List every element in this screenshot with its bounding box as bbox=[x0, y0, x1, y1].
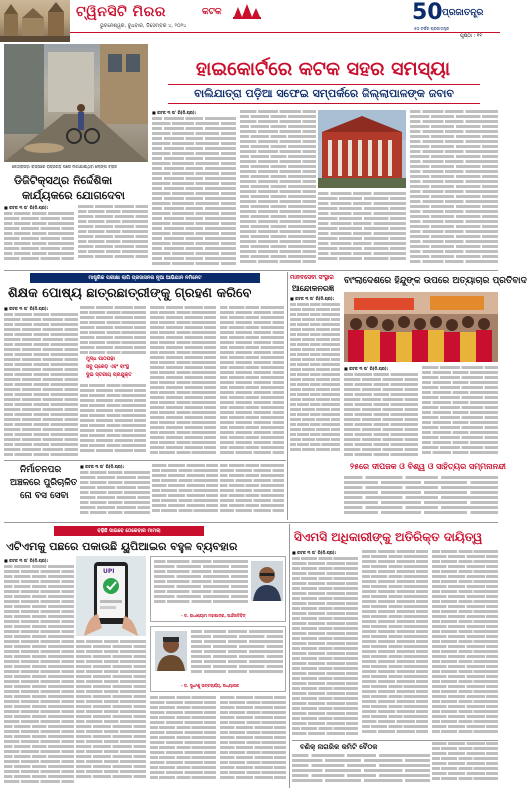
left-mid-body-3 bbox=[220, 464, 284, 520]
mid-right-kicker: ମାନବସେବା ସଂସ୍ଥାର bbox=[290, 274, 334, 281]
left-mid-dateline: ■ କଟକ ୩ ତା' ରି(ନି.ପ୍ର): bbox=[80, 464, 125, 469]
teacher-body-4 bbox=[150, 306, 216, 456]
teacher-dateline: ■ କଟକ ୩ ତା' ରି(ନି.ପ୍ର): bbox=[4, 306, 49, 311]
atm-body-4 bbox=[220, 696, 286, 786]
upi-phone-photo bbox=[76, 556, 146, 636]
cmc-body-1 bbox=[292, 550, 358, 736]
atm-kicker: ବଢ଼ିଛି ସାଇବେ ଠେକେବାର ମାମଲା bbox=[54, 526, 204, 536]
top-story-dateline: ■ କଟକ ୩ ତା' ରି(ନି.ପ୍ର): bbox=[152, 110, 197, 115]
atm-dateline: ■ କଟକ ୩ ତା' ରି(ନି.ପ୍ର): bbox=[4, 558, 49, 563]
top-story-subhead: ବାଲିଯାତ୍ରା ପଡ଼ିଆ ସଫେଇ ସମ୍ପର୍କରେ ଜିଲ୍ଲାପାଳଙ୍କ ଜବାବ bbox=[194, 87, 454, 100]
upi-screen-label: UPI bbox=[103, 568, 115, 575]
atm-body-3 bbox=[150, 696, 216, 786]
teacher-highlight-box bbox=[86, 356, 148, 382]
bangladesh-dateline: ■ କଟକ ୩ ତା' ରି(ନି.ପ୍ର): bbox=[344, 366, 389, 371]
cmc-body-2 bbox=[362, 550, 428, 736]
top-story-body-4 bbox=[410, 110, 498, 268]
cmc-body-3 bbox=[432, 550, 498, 736]
divider-cmc bbox=[289, 524, 290, 788]
quote-box-2 bbox=[150, 626, 286, 692]
brand-name: ପ୍ରଜାତନ୍ତ୍ର bbox=[442, 8, 484, 18]
masthead-title: ଟ୍ୱିନସିଟି ମିରର bbox=[76, 4, 166, 20]
teacher-kicker: ମାଷ୍ଟ୍ରିକ ପରୀକ୍ଷା ଲାଗି ପ୍ରସାସନର ନୂଆ ଆଭିଯାନ ନମିନେଟ bbox=[30, 273, 260, 283]
divider-bottom bbox=[4, 522, 498, 523]
byline-1: - ଡ. ରାଧାଶ୍ୟାମ ମହାପାତ୍ର, ଅର୍ଥନୀତିବିତ୍ bbox=[181, 613, 246, 618]
left-mid-headline-3: ନୋ ବସ ସେବା bbox=[20, 491, 69, 501]
atm-headline: ଏଟିଏମକୁ ପଛରେ ପକାଉଛି ୟୁପିଆଇର ବହୁଳ ବ୍ୟବହାର bbox=[6, 540, 238, 553]
bangladesh-body-2 bbox=[422, 366, 498, 458]
divider-cmc-sub bbox=[292, 740, 498, 741]
top-story-subhead-box bbox=[168, 84, 480, 104]
brand-tagline: ୫୦ ବର୍ଷର ପ୍ରଜାତନ୍ତ୍ର bbox=[414, 26, 449, 31]
divider-mid bbox=[287, 272, 288, 520]
teacher-body-1 bbox=[4, 306, 78, 456]
top-story-headline: ହାଇକୋର୍ଟରେ କଟକ ସହର ସମସ୍ୟା bbox=[195, 58, 451, 80]
high-court-photo bbox=[318, 110, 406, 188]
byline-2: - ଡ. ସୁଧାଂଶୁ ଭଟ୍ଟଚାର୍ଯ୍ୟ, ଅଧ୍ୟାପକ bbox=[181, 683, 239, 688]
divider-left-mid bbox=[4, 460, 286, 461]
left-top-headline-1: ଡିଜିଟିକ୍ସଥ୍ର ନିର୍ଦ୍ଦେଶିକା bbox=[14, 174, 113, 187]
left-top-dateline: ■ କଟକ ୩ ତା' ରି(ନି.ପ୍ର): bbox=[4, 205, 49, 210]
street-photo bbox=[4, 44, 148, 162]
masthead-anniversary-logo bbox=[412, 2, 496, 26]
anniversary-number: 50 bbox=[412, 0, 443, 25]
left-mid-body-1 bbox=[80, 464, 150, 520]
top-story-body-1 bbox=[152, 110, 236, 268]
left-top-headline-2: କାର୍ଯ୍ୟକରେ ଯୋଗଦେବା bbox=[22, 189, 125, 202]
masthead-heritage-image bbox=[0, 0, 70, 42]
left-top-body-2 bbox=[78, 205, 148, 265]
quote-box-1 bbox=[150, 556, 286, 622]
mid-right-body-1 bbox=[290, 296, 340, 456]
teacher-box-line-2: ସବୁ ଗ୍ରେଡ଼ ଏବଂ ବାଂସ୍ଥ bbox=[86, 364, 129, 370]
teacher-box-line-3: ଦୁଇ ସ୍ତରୀୟ ପ୍ରଯୁକ୍ତ bbox=[86, 372, 132, 378]
left-mid-headline-1: ନିର୍ମାଚନପର bbox=[20, 465, 62, 475]
left-top-body-1 bbox=[4, 205, 74, 265]
bangladesh-body-3 bbox=[344, 476, 498, 520]
expert-portrait-1 bbox=[251, 561, 283, 601]
bangladesh-headline: ବାଂଲାଦେଶରେ ହିନ୍ଦୁଙ୍କ ଉପରେ ଅତ୍ୟାଚାର ପ୍ରତିବାଦ bbox=[344, 276, 527, 286]
cmc-body-5 bbox=[432, 742, 498, 786]
masthead-temple-icon bbox=[232, 3, 262, 19]
top-story-body-2 bbox=[240, 110, 316, 268]
cmc-body-4 bbox=[292, 754, 430, 786]
teacher-headline: ଶିକ୍ଷକ ପୋଷ୍ୟ ଛାତ୍ରଛାତ୍ରୀଙ୍କୁ ଗ୍ରହଣ କରିବେ bbox=[8, 286, 252, 301]
bangladesh-sub-headline: ୨୫ରେ ଦୀପଜକ ଓ ବିଶ୍ୱ ଓ ସାହିତ୍ୟର ସମ୍ମନାନନ୍ଦୀ bbox=[350, 462, 506, 471]
street-photo-caption: କେନ୍ଦ୍ରାପଡ଼ା ରାସ୍ତାରେ ରାସ୍ତାଗଡ଼ ପରେ ଲଗାଯାଇଥିବା ଲୋଙ୍ଗ ଟ୍ରାକ bbox=[12, 164, 118, 169]
atm-body-1 bbox=[4, 558, 74, 786]
page-number: ପୃଷ୍ଠା : ୧୧ bbox=[460, 33, 482, 39]
masthead-rule bbox=[70, 32, 500, 33]
left-mid-headline-2: ଅଞ୍ଚଳରେ ପୁରିଚାଳିତ bbox=[10, 478, 78, 488]
masthead-subtitle: କଟକ bbox=[202, 7, 222, 17]
protest-photo bbox=[344, 292, 498, 362]
teacher-body-3 bbox=[80, 384, 146, 456]
atm-body-2 bbox=[76, 640, 146, 786]
mid-right-dateline: ■ କଟକ ୩ ତା' ରି(ନି.ପ୍ର): bbox=[290, 296, 335, 301]
cmc-sub-headline: ବଣିକ୍ ନାଗରିକ କମିଟି ବୈଠକ bbox=[300, 743, 378, 751]
cmc-headline: ସିଏମସି ଅଧିକାରୀଙ୍କୁ ଅତିରିକ୍ତ ଦାୟିତ୍ୱ bbox=[294, 530, 483, 544]
top-story-body-3 bbox=[318, 192, 406, 268]
teacher-body-2 bbox=[80, 306, 146, 356]
left-mid-body-2 bbox=[152, 464, 218, 520]
teacher-body-5 bbox=[220, 306, 284, 456]
expert-portrait-2 bbox=[155, 631, 187, 671]
masthead bbox=[0, 0, 500, 44]
divider-top bbox=[4, 270, 498, 271]
bangladesh-body-1 bbox=[344, 366, 418, 458]
masthead-dateline: ଭୁବନେଶ୍ୱର, ବୁଧବାର, ଡିସେମ୍ବର ୪, ୨୦୨୪ bbox=[100, 23, 187, 29]
teacher-box-line-1: ମୁଦ୍ଧ ପାଠପଢ଼ା bbox=[86, 356, 115, 362]
mid-right-headline: ଆନ୍ଦୋଳନରଜ୍ଞ bbox=[292, 284, 335, 293]
cmc-dateline: ■ କଟକ ୩ ତା' ରି(ନି.ପ୍ର): bbox=[292, 550, 337, 555]
